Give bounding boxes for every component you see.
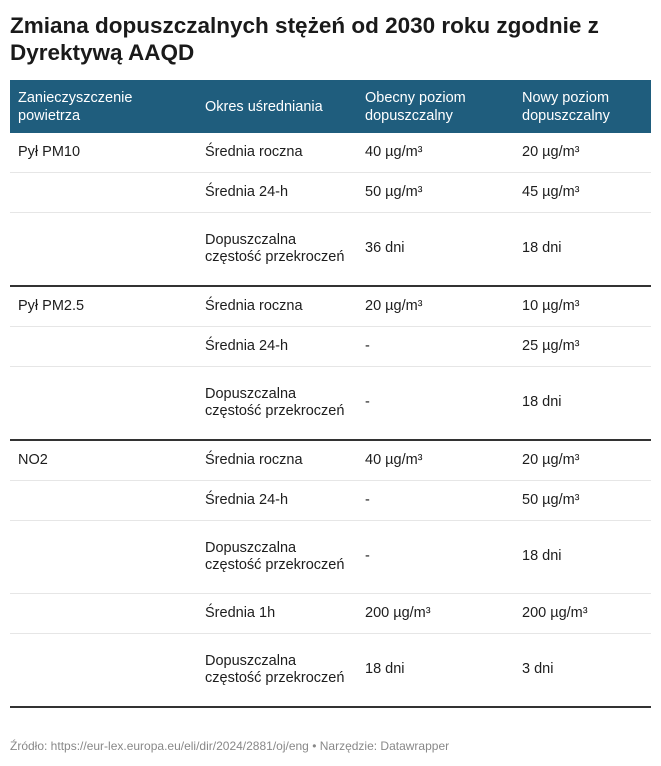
current-level-cell: -: [357, 367, 514, 441]
period-cell: Średnia roczna: [197, 286, 357, 327]
current-level-cell: 40 µg/m³: [365, 143, 423, 160]
period-cell: Średnia 24-h: [197, 327, 357, 367]
column-header-period: Okres uśredniania: [197, 80, 357, 133]
pollutant-cell-empty: [10, 367, 197, 441]
current-level-cell: -: [357, 521, 514, 594]
period-cell: Średnia roczna: [197, 440, 357, 481]
current-level-cell: 36 dni: [357, 213, 514, 287]
table-row: [10, 521, 651, 594]
table-row: [10, 213, 651, 287]
period-cell: Dopuszczalna częstość przekroczeń: [197, 367, 357, 441]
table-row: [10, 634, 651, 708]
new-level-cell: 18 dni: [514, 367, 651, 441]
new-level-cell: 200 µg/m³: [514, 594, 651, 634]
pollutant-cell-empty: [10, 481, 197, 521]
pollutant-cell-empty: [10, 213, 197, 287]
table-row: [10, 594, 651, 634]
period-cell: Średnia 24-h: [197, 481, 357, 521]
column-header-pollutant: Zanieczyszczenie powietrza: [10, 80, 197, 133]
column-header-current-level: Obecny poziom dopuszczalny: [357, 80, 514, 133]
new-level-cell: 18 dni: [514, 213, 651, 287]
table-row: [10, 367, 651, 441]
current-level-cell: 20 µg/m³: [357, 286, 514, 327]
new-level-cell: 25 µg/m³: [514, 327, 651, 367]
limits-table: [10, 80, 651, 708]
period-cell: Dopuszczalna częstość przekroczeń: [197, 634, 357, 708]
pollutant-cell-empty: [10, 634, 197, 708]
new-level-cell: 20 µg/m³: [522, 143, 580, 160]
pollutant-cell: NO2: [10, 440, 197, 481]
period-cell: Średnia 24-h: [197, 173, 357, 213]
header-row: [10, 80, 651, 133]
current-level-cell: 18 dni: [357, 634, 514, 708]
pollutant-cell: Pył PM2.5: [10, 286, 197, 327]
new-level-cell: 3 dni: [514, 634, 651, 708]
new-level-cell: 20 µg/m³: [514, 440, 651, 481]
new-level-cell: 45 µg/m³: [514, 173, 651, 213]
period-cell: Średnia roczna: [205, 143, 303, 160]
current-level-cell: 50 µg/m³: [357, 173, 514, 213]
current-level-cell: 40 µg/m³: [357, 440, 514, 481]
table-row: [10, 440, 651, 481]
new-level-cell: 50 µg/m³: [514, 481, 651, 521]
period-cell: Średnia 1h: [197, 594, 357, 634]
period-cell: Dopuszczalna częstość przekroczeń: [197, 521, 357, 594]
pollutant-cell-empty: [10, 173, 197, 213]
new-level-cell: 10 µg/m³: [514, 286, 651, 327]
period-cell: Dopuszczalna częstość przekroczeń: [197, 213, 357, 287]
table-row: [10, 173, 651, 213]
table-row: [10, 327, 651, 367]
table-row: [10, 286, 651, 327]
current-level-cell: -: [357, 481, 514, 521]
pollutant-cell-empty: [10, 521, 197, 594]
table-row: [10, 481, 651, 521]
pollutant-cell: Pył PM10: [18, 143, 81, 160]
current-level-cell: 200 µg/m³: [357, 594, 514, 634]
table-row: [10, 133, 651, 173]
column-header-new-level: Nowy poziom dopuszczalny: [514, 80, 651, 133]
table-body: [10, 133, 651, 707]
source-note: Źródło: https://eur-lex.europa.eu/eli/dir/2024/2881/oj/eng • Narzędzie: Datawrapper: [10, 739, 450, 753]
new-level-cell: 18 dni: [514, 521, 651, 594]
page-title: Zmiana dopuszczalnych stężeń od 2030 roku zgodnie z Dyrektywą AAQD: [10, 13, 599, 65]
current-level-cell: -: [357, 327, 514, 367]
table-header: [10, 80, 651, 133]
pollutant-cell-empty: [10, 594, 197, 634]
pollutant-cell-empty: [10, 327, 197, 367]
